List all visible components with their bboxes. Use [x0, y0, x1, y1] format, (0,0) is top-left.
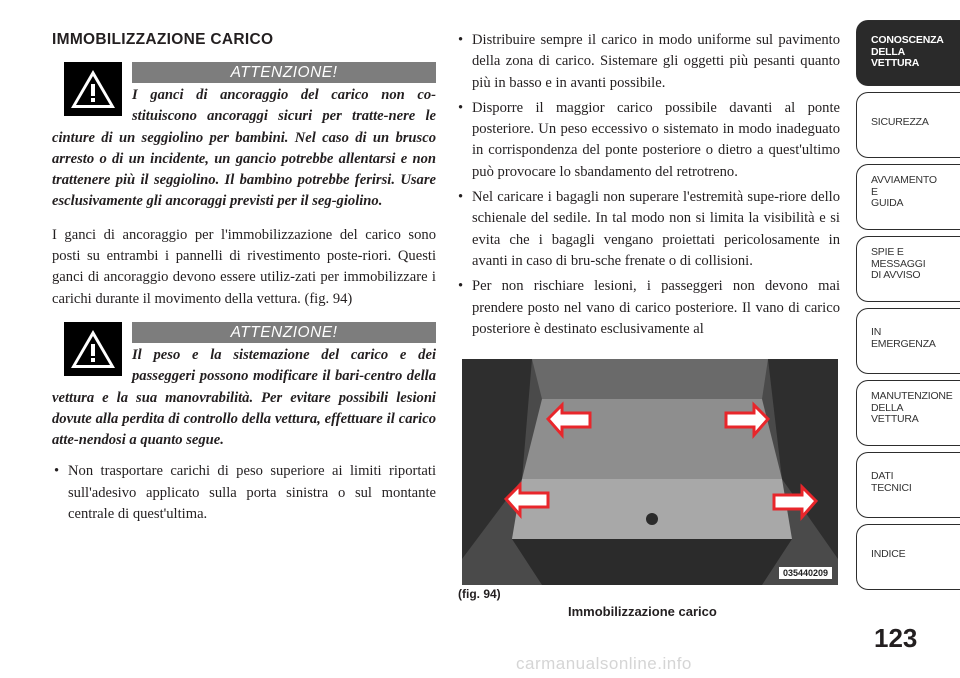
left-bullet-list [52, 461, 436, 525]
chapter-tab-dati-tecnici[interactable] [856, 452, 960, 518]
tab-label: AVVIAMENTO E GUIDA [871, 174, 937, 209]
warning-text: I ganci di ancoraggio del carico non co-stituiscono ancoraggi sicuri per tratte-nere le cinture di un seggiolino per bambini. Nel caso di un brusco arresto o di un incidente, un gancio potrebbe allentarsi e non trattenere più il seggiolino. Il bambino potrebbe ferirsi. Usare esclusivamente gli ancoraggi previsti per il seg-giolino. [52, 87, 436, 210]
tab-label: DATI TECNICI [871, 470, 912, 494]
list-item: • Per non rischiare lesioni, i passeggeri non devono mai prendere posto nel vano di carico posteriore. Il vano di carico posteriore è destinato esclusivamente al [456, 276, 840, 340]
watermark: carmanualsonline.info [516, 654, 692, 673]
section-title: IMMOBILIZZAZIONE CARICO [52, 31, 274, 48]
body-paragraph: I ganci di ancoraggio per l'immobilizzazione del carico sono posti su entrambi i pannelli di rivestimento poste-riori. Questi ganci di ancoraggio devono essere utiliz-zati per immobilizzare i carichi durante il movimento della vettura. (fig. 94) [52, 226, 436, 307]
right-bullet-list [456, 30, 840, 340]
chapter-tab-emergenza[interactable] [856, 308, 960, 374]
warning-box-1 [52, 62, 436, 213]
tab-label: IN EMERGENZA [871, 326, 936, 350]
tab-label: MANUTENZIONE DELLA VETTURA [871, 390, 953, 425]
cargo-area-illustration [462, 359, 838, 585]
list-item: • Disporre il maggior carico possibile davanti al ponte posteriore. Un peso eccessivo o sistemato in modo inadeguato in corrispondenza del ponte posteriore o dietro a quest'ultimo può provocare lo sbandamento del retrotreno. [456, 98, 840, 183]
figure-title: Immobilizzazione carico [568, 604, 717, 619]
warning-label: ATTENZIONE! [132, 62, 436, 83]
warning-label: ATTENZIONE! [132, 322, 436, 343]
chapter-tab-manutenzione[interactable] [856, 380, 960, 446]
chapter-sidebar [856, 20, 960, 596]
warning-box-2 [52, 322, 436, 451]
chapter-tab-avviamento[interactable] [856, 164, 960, 230]
page-number: 123 [874, 623, 918, 653]
right-column [456, 30, 840, 344]
list-item: • Non trasportare carichi di peso superiore ai limiti riportati sull'adesivo applicato sulla porta sinistra o sul montante centrale di quest'ultima. [52, 461, 436, 525]
figure-caption: (fig. 94) [458, 587, 501, 601]
warning-text: Il peso e la sistemazione del carico e dei passeggeri possono modificare il bari-centro della vettura e la sua manovrabilità. Per evitare possibili lesioni dovute alla perdita di controllo della vettura, effettuare il carico atte-nendosi a quanto segue. [52, 346, 436, 449]
chapter-tab-indice[interactable] [856, 524, 960, 590]
list-item: • Nel caricare i bagagli non superare l'estremità supe-riore dello schienale del sedile. In tal modo non si limita la visibilità e si evita che i bagagli vengano proiettati pericolosamente in avanti in caso di bru-sche frenate o di collisioni. [456, 187, 840, 272]
chapter-tab-sicurezza[interactable] [856, 92, 960, 158]
warning-triangle-icon [64, 62, 122, 116]
tab-label: INDICE [871, 548, 906, 560]
chapter-tab-conoscenza[interactable] [856, 20, 960, 86]
tab-label: CONOSCENZA DELLA VETTURA [871, 34, 944, 69]
figure-code: 035440209 [779, 567, 832, 579]
tab-label: SICUREZZA [871, 116, 929, 128]
list-item: • Distribuire sempre il carico in modo uniforme sul pavimento della zona di carico. Sistemare gli oggetti più pesanti quanto più in basso e in avanti possibile. [456, 30, 840, 94]
tab-label: SPIE E MESSAGGI DI AVVISO [871, 246, 926, 281]
cargo-area-figure [462, 359, 838, 585]
left-column [52, 26, 436, 529]
warning-triangle-icon [64, 322, 122, 376]
chapter-tab-spie[interactable] [856, 236, 960, 302]
